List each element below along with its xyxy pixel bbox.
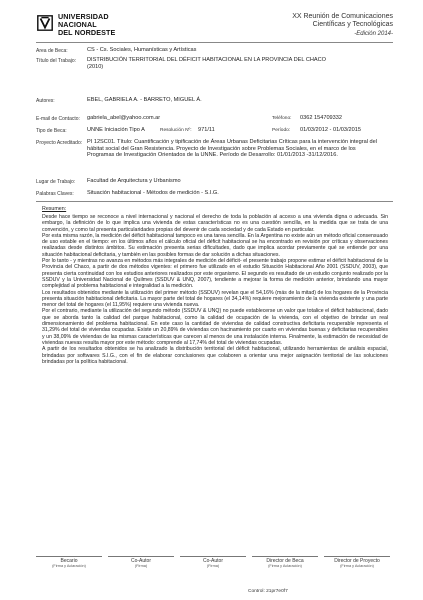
telefono-label: Teléfono: [272, 116, 292, 121]
conference-title [292, 13, 393, 38]
header-divider [36, 42, 393, 43]
abstract-paragraph: A partir de los resultados obtenidos se ha analizado la distribución territorial del déficit habitacional, utilizando herramientas de análisis espacial, brindadas por softwares S.I.G., con el fin de elaborar conclusiones que colaboren a orientar una mejor asignación territorial de las soluciones brindadas por la política habitacional. [42, 346, 388, 365]
university-name [58, 13, 115, 37]
signature-line [180, 556, 246, 557]
signature-subtitle: (Firma y Aclaración) [52, 564, 86, 568]
autores-value: EBEL, GABRIELA A. - BARRETO, MIGUEL Á. [87, 97, 202, 103]
signature-becario [36, 556, 102, 568]
form-divider [36, 201, 393, 202]
abstract-paragraph: Por lo tanto - y mientras no avanza en métodos más integrales de medición del déficit- el presente trabajo propone estimar el déficit habitacional de la Provincia del Chaco, a partir de dos métodos vigentes: el primero fue utilizado en el estudio Situación Habitacional Año 2001 (SSDUV, 2003), que presenta cierta continuidad con los estudios anteriores realizados por este organismo. El segundo es resultado de un estudio conjunto realizado por la SSDUV y la Universidad Nacional de Quilmes (SSDUV & UNQ, 2007), tendiente a mejorar la forma de medición anterior, brindando una mayor complejidad al problema habitacional e integralidad a la medición. [42, 258, 388, 290]
unne-logo-icon [36, 14, 54, 32]
signature-subtitle: (Firma) [134, 564, 148, 568]
signature-coautor-2 [180, 556, 246, 568]
signature-line [36, 556, 102, 557]
periodo-value: 01/03/2012 - 01/03/2015 [300, 127, 361, 133]
abstract-title: Resumen: [42, 206, 67, 212]
signature-title: Co-Autor [130, 558, 151, 564]
autores-label: Autores: [36, 98, 55, 104]
signature-line [108, 556, 174, 557]
university-line-3: DEL NORDESTE [58, 28, 116, 37]
signature-subtitle: (Firma y Aclaración) [268, 564, 302, 568]
tipo-beca-label: Tipo de Beca: [36, 128, 67, 134]
conference-line-2: Científicas y Tecnológicas [312, 21, 393, 29]
area-value: CS - Cs. Sociales, Humanísticas y Artísticas [87, 47, 197, 53]
signature-title: Director de Beca [266, 558, 304, 564]
signature-line [324, 556, 390, 557]
telefono-value: 0362 154709332 [300, 115, 342, 121]
abstract-body [42, 214, 388, 365]
signature-subtitle: (Firma y Aclaración) [340, 564, 374, 568]
abstract-paragraph: Por el contrario, mediante la utilización del segundo método (SSDUV & UNQ) no puede establecerse un valor que totalice el déficit habitacional, dado que se aborda tanto la calidad del parque habitacional, como la calidad de ocupación de la vivienda, con el objetivo de brindar un real dimensionamiento del problema habitacional. En este caso la cantidad de viviendas de calidad constructiva deficitaria recuperable representa el 31,29% del total de viviendas ocupadas. Existe un 20,89% de viviendas con hacinamiento por cuarto en viviendas buenas y deficitarias recuperables y un 38,09% de viviendas de las mismas características que carecen al menos de una instalación interna. Finalmente, la estimación de necesidad de viviendas nuevas resulta mayor por este método: comprende al 17,74% del total de viviendas ocupadas. [42, 308, 388, 346]
resolucion-label: Resolución Nº: [160, 128, 192, 133]
proyecto-value: PI 12SC01. Título: Cuantificación y tipificación de Áreas Urbanas Deficitarias Críticas para la intervención integral del hábitat social del Gran Resistencia. Proyecto de Investigación sobre Problemas Sociales, en el marco de los Programas de Investigación Orientados de la UNNE. Período de Desarrollo: 01/01/2013 -31/12/2016. [87, 139, 377, 159]
abstract-paragraph: Por esta misma razón, la medición del déficit habitacional tampoco es una tarea sencilla. En la Argentina no existe aún un método oficial consensuado de uso estable en el tiempo: en los últimos años el cálculo oficial del déficit habitacional se ha encontrado en revisión por críticas y observaciones realizadas desde distintos ámbitos. Su estimación presenta serias dificultades, dado que implica acordar previamente qué se entiende por una situación habitacional deficitaria, y también en las posibles formas de dar solución a dichas situaciones. [42, 232, 388, 258]
signature-coautor-1 [108, 556, 174, 568]
signature-title: Co-Autor [202, 558, 223, 564]
proyecto-label: Proyecto Acreditado: [36, 140, 83, 146]
signature-director-proyecto [324, 556, 390, 568]
abstract-paragraph: Los resultados obtenidos mediante la utilización del primer método (SSDUV) revelan que el 54,16% (más de la mitad) de los hogares de la Provincia presenta situación habitacional deficitaria. La mayor parte del total de hogares (el 34,14%) requiere mejoramiento de la vivienda existente y una parte menor del total de hogares (el 11,95%) requiere una vivienda nueva. [42, 289, 388, 309]
university-line-2: NACIONAL [58, 20, 97, 29]
control-label: Control: [248, 589, 265, 594]
email-value: gabriela_abel@yahoo.com.ar [87, 115, 161, 121]
resolucion-value: 971/11 [198, 127, 215, 133]
signature-director-beca [252, 556, 318, 568]
signature-line [252, 556, 318, 557]
email-label: E-mail de Contacto: [36, 116, 80, 122]
titulo-label: Título del Trabajo: [36, 58, 77, 64]
palabras-value: Situación habitacional - Métodos de medición - S.I.G. [87, 190, 219, 196]
tipo-beca-value: UNNE Iniciación Tipo A [87, 127, 145, 133]
lugar-value: Facultad de Arquitectura y Urbanismo [87, 178, 181, 184]
signature-title: Becario [60, 558, 78, 564]
area-label: Area de Beca: [36, 48, 68, 54]
university-line-1: UNIVERSIDAD [58, 12, 109, 21]
conference-line-1: XX Reunión de Comunicaciones [292, 13, 393, 20]
control-value: 21pr7e0f7 [266, 589, 288, 594]
titulo-value: DISTRIBUCIÓN TERRITORIAL DEL DÉFICIT HABITACIONAL EN LA PROVINCIA DEL CHACO (2010) [87, 57, 327, 70]
signature-subtitle: (Firma) [206, 564, 220, 568]
abstract-paragraph: Desde hace tiempo se reconoce a nivel internacional y nacional el derecho de toda la población al acceso a una vivienda digna o adecuada. Sin embargo, la definición de lo que implica una vivienda de estas características no es una cuestión sencilla, en la medida que se trata de una convención, y como tal presenta particularidades propias del devenir de cada sociedad y de cada Estado en particular. [42, 214, 388, 233]
signature-title: Director de Proyecto [334, 558, 380, 564]
lugar-label: Lugar de Trabajo: [36, 179, 76, 185]
palabras-label: Palabras Claves: [36, 191, 74, 197]
control-code [248, 589, 288, 594]
periodo-label: Período: [272, 128, 291, 133]
conference-edition: -Edición 2014- [354, 30, 393, 37]
